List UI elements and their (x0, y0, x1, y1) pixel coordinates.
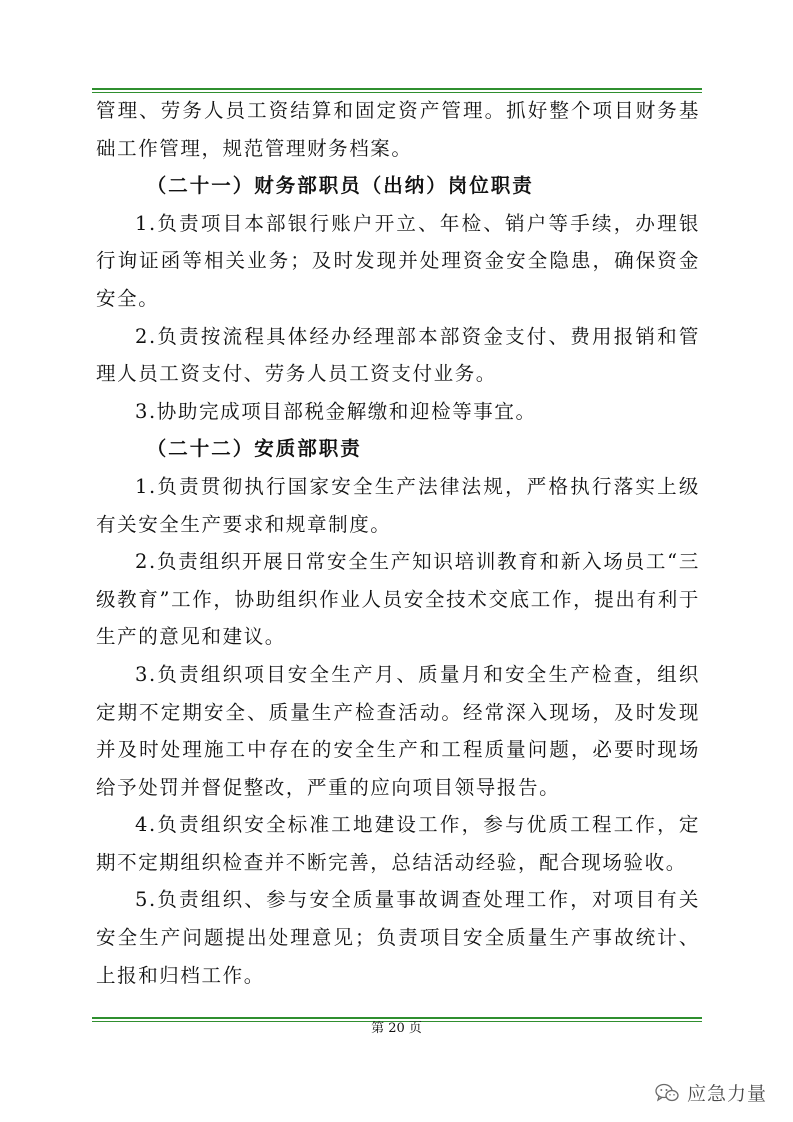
list-item: 3.协助完成项目部税金解缴和迎检等事宜。 (135, 399, 537, 423)
wechat-icon (655, 1083, 679, 1103)
list-item: 1.负责项目本部银行账户开立、年检、销户等手续，办理银行询证函等相关业务；及时发现并处理资金安全隐患，确保资金安全。 (96, 211, 700, 310)
list-item: 5.负责组织、参与安全质量事故调查处理工作，对项目有关安全生产问题提出处理意见；负责项目安全质量生产事故统计、上报和归档工作。 (96, 888, 700, 987)
section-heading: （二十一）财务部职员（出纳）岗位职责 (146, 174, 534, 198)
footer-rule-line (92, 1017, 702, 1019)
list-item: 3.负责组织项目安全生产月、质量月和安全生产检查，组织定期不定期安全、质量生产检查活动。经常深入现场，及时发现并及时处理施工中存在的安全生产和工程质量问题，必要时现场给予处罚并督促整改，严重的应向项目领导报告。 (96, 662, 700, 799)
list-item: 2.负责按流程具体经办经理部本部资金支付、费用报销和管理人员工资支付、劳务人员工资支付业务。 (96, 324, 700, 386)
section-heading: （二十二）安质部职责 (146, 437, 362, 461)
list-item: 1.负责贯彻执行国家安全生产法律法规，严格执行落实上级有关安全生产要求和规章制度。 (96, 474, 700, 536)
page-number: 第 20 页 (371, 1021, 422, 1036)
list-item: 4.负责组织安全标准工地建设工作，参与优质工程工作，定期不定期组织检查并不断完善，总结活动经验，配合现场验收。 (96, 813, 700, 874)
list-item: 2.负责组织开展日常安全生产知识培训教育和新入场员工“三级教育”工作，协助组织作业人员安全技术交底工作，提出有利于生产的意见和建议。 (96, 550, 700, 649)
paragraph-continuation: 管理、劳务人员工资结算和固定资产管理。抓好整个项目财务基础工作管理，规范管理财务档案。 (96, 99, 700, 160)
document-body (96, 92, 700, 994)
account-watermark (655, 1079, 767, 1106)
header-rule-line (92, 88, 702, 90)
watermark-text: 应急力量 (686, 1083, 767, 1105)
